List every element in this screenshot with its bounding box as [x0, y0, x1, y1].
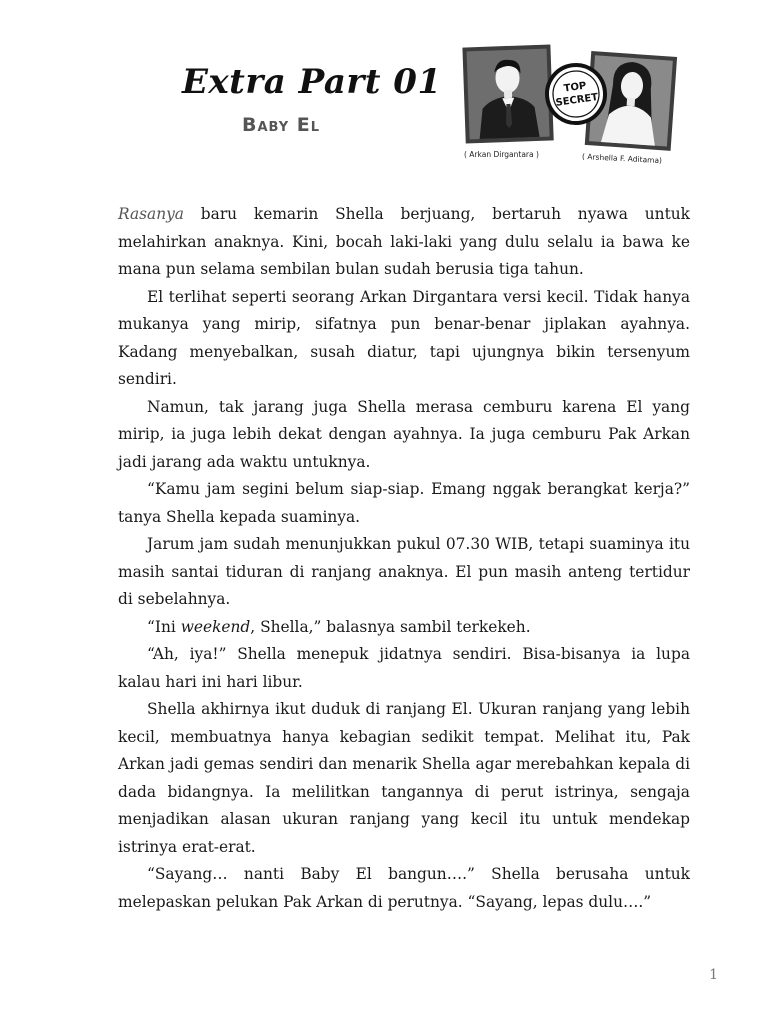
paragraph-1: [118, 201, 690, 284]
story-body: [118, 201, 690, 916]
paragraph-9: “Sayang… nanti Baby El bangun….” Shella berusaha untuk melepaskan pelukan Pak Arkan di perutnya. “Sayang, lepas dulu….”: [118, 865, 690, 911]
paragraph-6: [118, 614, 690, 642]
paragraph-6-start: “Ini: [147, 617, 181, 636]
paragraph-5: Jarum jam sudah menunjukkan pukul 07.30 WIB, tetapi suaminya itu masih santai tiduran di ranjang anaknya. El pun masih anteng tertidur di sebelahnya.: [118, 535, 690, 608]
stamp-secret-text: SECRET: [554, 92, 599, 109]
male-portrait-photo: [462, 44, 553, 143]
stamp-top-text: TOP: [563, 80, 588, 95]
character-photos: [460, 42, 680, 174]
opening-word: Rasanya: [118, 205, 184, 223]
paragraph-2: El terlihat seperti seorang Arkan Dirgantara versi kecil. Tidak hanya mukanya yang mirip, sifatnya pun benar-benar jiplakan ayahnya. Kadang menyebalkan, susah diatur, tapi ujungnya bikin tersenyum sendiri.: [118, 287, 690, 388]
female-photo-caption: ( Arshella F. Aditama): [581, 151, 663, 166]
paragraph-6-emphasis: weekend: [180, 617, 251, 636]
paragraph-1-text: baru kemarin Shella berjuang, bertaruh nyawa untuk melahirkan anaknya. Kini, bocah laki-laki yang dulu selalu ia bawa ke mana pun selama sembilan bulan sudah berusia tiga tahun.: [118, 205, 690, 278]
paragraph-8: Shella akhirnya ikut duduk di ranjang El. Ukuran ranjang yang lebih kecil, membuatnya hanya kebagian sedikit tempat. Melihat itu, Pak Arkan jadi gemas sendiri dan menarik Shella agar merebahkan kepala di dada bidangnya. Ia melilitkan tangannya di perut istrinya, sengaja menjadikan alasan ukuran ranjang yang kecil itu untuk mendekap istrinya erat-erat.: [118, 700, 690, 856]
paragraph-4: “Kamu jam segini belum siap-siap. Emang nggak berangkat kerja?” tanya Shella kepada suaminya.: [118, 480, 690, 526]
paragraph-6-end: , Shella,” balasnya sambil terkekeh.: [250, 617, 531, 636]
chapter-subtitle: Baby El: [242, 114, 321, 136]
male-photo-caption: ( Arkan Dirgantara ): [464, 150, 539, 159]
paragraph-7: “Ah, iya!” Shella menepuk jidatnya sendiri. Bisa-bisanya ia lupa kalau hari ini hari libur.: [118, 645, 690, 691]
page-number: 1: [709, 967, 718, 983]
chapter-title: Extra Part 01: [182, 62, 442, 102]
paragraph-3: Namun, tak jarang juga Shella merasa cemburu karena El yang mirip, ia juga lebih dekat dengan ayahnya. Ia juga cemburu Pak Arkan jadi jarang ada waktu untuknya.: [118, 397, 690, 471]
